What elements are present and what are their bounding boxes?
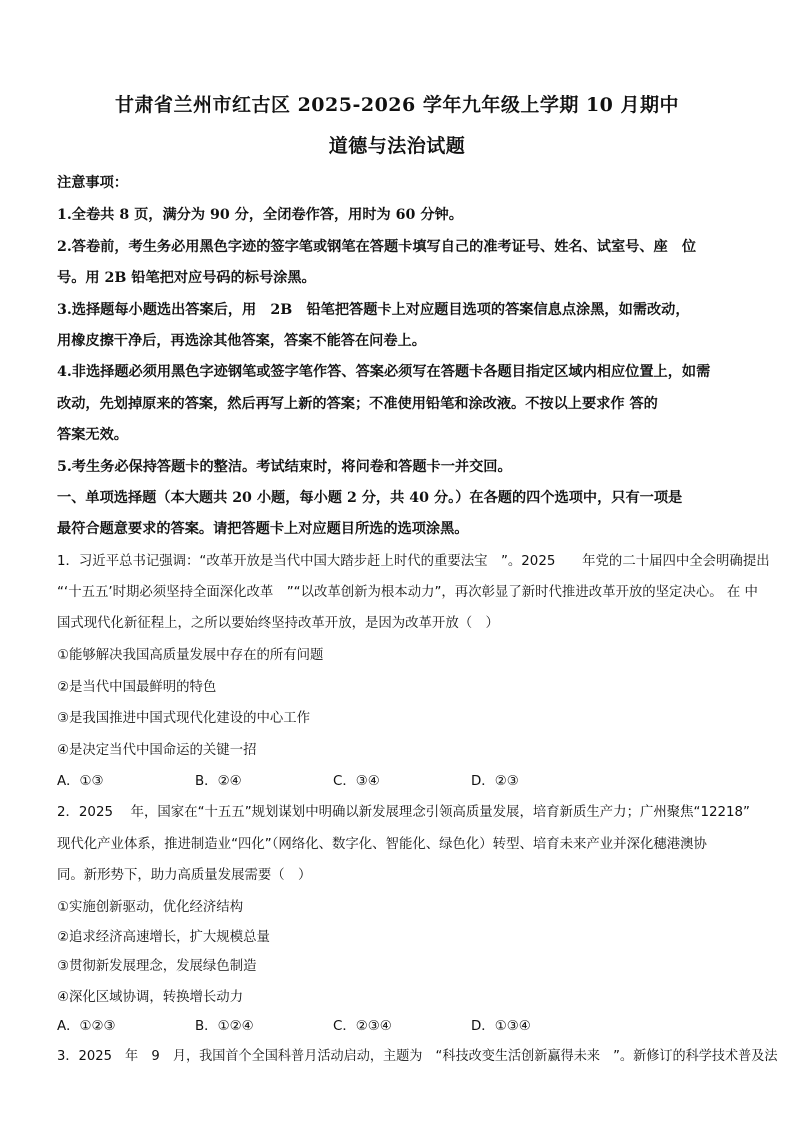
- question-2-option-a: A．①②③: [57, 1019, 116, 1034]
- question-1-option-b: B．②④: [195, 774, 242, 789]
- question-1-option-c: C．③④: [333, 774, 380, 789]
- question-2-option-d: D．①③④: [471, 1019, 531, 1034]
- notice-line: 4.非选择题必须用黑色字迹钢笔或签字笔作答、答案必须写在答题卡各题目指定区域内相应位置上，如需: [57, 364, 711, 380]
- exam-subject-title: 道德与法治试题: [328, 135, 466, 157]
- question-1-item: ②是当代中国最鲜明的特色: [57, 680, 217, 695]
- question-1-option-d: D．②③: [471, 774, 519, 789]
- question-1-option-a: A．①③: [57, 774, 104, 789]
- notice-line: 2.答卷前，考生务必用黑色字迹的签字笔或钢笔在答题卡填写自己的准考证号、姓名、试室号、座 位: [57, 239, 697, 255]
- question-2-option-c: C．②③④: [333, 1019, 392, 1034]
- question-2-item: ③贯彻新发展理念，发展绿色制造: [57, 959, 257, 974]
- notice-line: 3.选择题每小题选出答案后，用 2B 铅笔把答题卡上对应题目选项的答案信息点涂黑，如需改动，: [57, 302, 690, 318]
- notice-line: 5.考生务必保持答题卡的整洁。考试结束时，将问卷和答题卡一并交回。: [57, 459, 512, 475]
- question-1-item: ①能够解决我国高质量发展中存在的所有问题: [57, 648, 324, 663]
- notice-line: 1.全卷共 8 页，满分为 90 分，全闭卷作答，用时为 60 分钟。: [57, 207, 463, 223]
- question-2-item: ①实施创新驱动，优化经济结构: [57, 900, 244, 915]
- question-2-item: ②追求经济高速增长，扩大规模总量: [57, 930, 270, 945]
- notice-line: 号。用 2B 铅笔把对应号码的标号涂黑。: [57, 270, 316, 286]
- notice-line: 用橡皮擦干净后，再选涂其他答案，答案不能答在问卷上。: [57, 333, 426, 349]
- question-1-stem: 1．习近平总书记强调：“改革开放是当代中国大踏步赶上时代的重要法宝 ”。2025 年党的二十届四中全会明确提出: [57, 554, 770, 569]
- notice-line: 改动，先划掉原来的答案，然后再写上新的答案；不准使用铅笔和涂改液。不按以上要求作 答的: [57, 396, 658, 412]
- question-2-item: ④深化区域协调，转换增长动力: [57, 990, 244, 1005]
- notice-line: 答案无效。: [57, 427, 128, 443]
- question-3-stem: 3．2025 年 9 月，我国首个全国科普月活动启动，主题为 “科技改变生活创新赢得未来 ”。新修订的科学技术普及法: [57, 1049, 778, 1064]
- question-1-stem: “‘十五五’时期必须坚持全面深化改革 ”“以改革创新为根本动力”，再次彰显了新时代推进改革开放的坚定决心。 在 中: [57, 585, 758, 600]
- question-2-stem: 现代化产业体系，推进制造业“四化”（网络化、数字化、智能化、绿色化）转型、培育未来产业并深化穗港澳协: [57, 837, 707, 852]
- notice-heading: 注意事项：: [57, 175, 128, 191]
- exam-title: 甘肃省兰州市红古区 2025-2026 学年九年级上学期 10 月期中: [114, 94, 680, 116]
- section-heading: 一、单项选择题（本大题共 20 小题，每小题 2 分，共 40 分。）在各题的四个选项中，只有一项是: [57, 490, 683, 506]
- question-1-stem: 国式现代化新征程上，之所以要始终坚持改革开放，是因为改革开放（ ）: [57, 616, 499, 631]
- question-1-item: ③是我国推进中国式现代化建设的中心工作: [57, 711, 311, 726]
- question-2-stem: 2．2025 年，国家在“十五五”规划谋划中明确以新发展理念引领高质量发展，培育新质生产力；广州聚焦“12218”: [57, 805, 750, 820]
- section-instruction: 最符合题意要求的答案。请把答题卡上对应题目所选的选项涂黑。: [57, 521, 469, 537]
- question-1-item: ④是决定当代中国命运的关键一招: [57, 743, 257, 758]
- question-2-stem: 同。新形势下，助力高质量发展需要（ ）: [57, 868, 312, 883]
- question-2-option-b: B．①②④: [195, 1019, 254, 1034]
